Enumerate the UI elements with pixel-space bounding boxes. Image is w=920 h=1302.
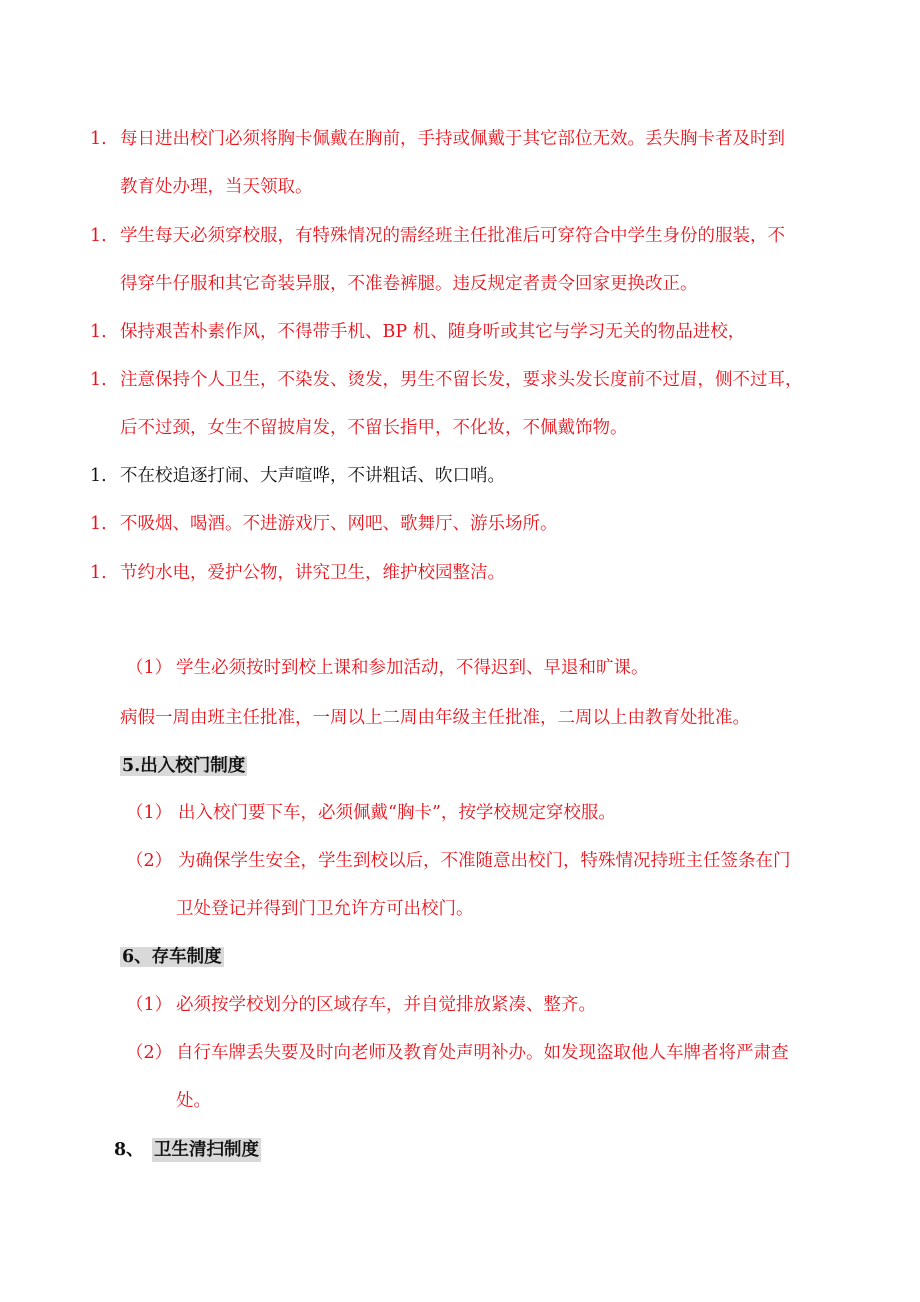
rule-7 [0, 561, 920, 585]
rule-text-line: 不吸烟、喝酒。不进游戏厅、网吧、歌舞厅、游乐场所。 [120, 514, 558, 534]
item-number: （1） [126, 803, 173, 823]
rule-text-line: 后不过颈，女生不留披肩发，不留长指甲，不化妆，不佩戴饰物。 [120, 418, 628, 438]
item-text-line: 处。 [176, 1091, 211, 1111]
rule-number: 1. [90, 466, 107, 486]
attendance-note: 病假一周由班主任批准，一周以上二周由年级主任批准，二周以上由教育处批准。 [120, 708, 750, 728]
rule-6 [0, 512, 920, 536]
rule-number: 1. [90, 514, 107, 534]
rule-4 [0, 368, 920, 440]
rule-text-line: 得穿牛仔服和其它奇装异服，不准卷裤腿。违反规定者责令回家更换改正。 [120, 274, 698, 294]
rule-number: 1. [90, 322, 107, 342]
section-5-title-text: 5.出入校门制度 [122, 756, 246, 776]
section-6-title [120, 945, 224, 969]
item-text-line: 出入校门要下车，必须佩戴“胸卡”，按学校规定穿校服。 [178, 803, 616, 823]
rule-number: 1. [90, 226, 107, 246]
item-number: （1） [126, 995, 173, 1015]
item-text-line: 自行车牌丢失要及时向老师及教育处声明补办。如发现盗取他人车牌者将严肃查 [176, 1043, 789, 1063]
section-6-item-1 [0, 993, 920, 1017]
section-5-item-2 [0, 849, 920, 921]
rule-2 [0, 224, 920, 296]
rule-1 [0, 127, 920, 199]
item-number: （2） [126, 851, 173, 871]
item-number: （2） [126, 1043, 173, 1063]
section-6-title-text: 6、存车制度 [122, 947, 222, 967]
item-text-line: 必须按学校划分的区域存车，并自觉排放紧凑、整齐。 [176, 995, 596, 1015]
rule-number: 1. [90, 563, 107, 583]
rule-text-line: 注意保持个人卫生，不染发、烫发，男生不留长发，要求头发长度前不过眉，侧不过耳， [120, 370, 803, 390]
section-5-item-1 [0, 801, 920, 825]
section-8-title: 卫生清扫制度 [154, 1140, 259, 1160]
rule-text-line: 保持艰苦朴素作风，不得带手机、BP 机、随身听或其它与学习无关的物品进校， [120, 322, 746, 342]
section-5-title [120, 754, 247, 778]
item-text-line: 为确保学生安全，学生到校以后，不准随意出校门，特殊情况持班主任签条在门 [178, 851, 791, 871]
attendance-number: （1） [126, 658, 173, 678]
rule-text-line: 不在校追逐打闹、大声喧哗，不讲粗话、吹口哨。 [120, 466, 505, 486]
rule-3 [0, 320, 920, 344]
attendance-item [0, 656, 920, 680]
rule-5 [0, 464, 920, 488]
attendance-text: 学生必须按时到校上课和参加活动，不得迟到、早退和旷课。 [176, 658, 649, 678]
rule-text-line: 教育处办理，当天领取。 [120, 177, 313, 197]
rule-text-line: 节约水电，爱护公物，讲究卫生，维护校园整洁。 [120, 563, 505, 583]
rule-text-line: 学生每天必须穿校服，有特殊情况的需经班主任批准后可穿符合中学生身份的服装，不 [120, 226, 785, 246]
rule-number: 1. [90, 129, 107, 149]
item-text-line: 卫处登记并得到门卫允许方可出校门。 [176, 899, 474, 919]
rule-text-line: 每日进出校门必须将胸卡佩戴在胸前，手持或佩戴于其它部位无效。丢失胸卡者及时到 [120, 129, 785, 149]
section-8-number: 8、 [114, 1140, 144, 1160]
section-6-item-2 [0, 1041, 920, 1113]
rule-number: 1. [90, 370, 107, 390]
